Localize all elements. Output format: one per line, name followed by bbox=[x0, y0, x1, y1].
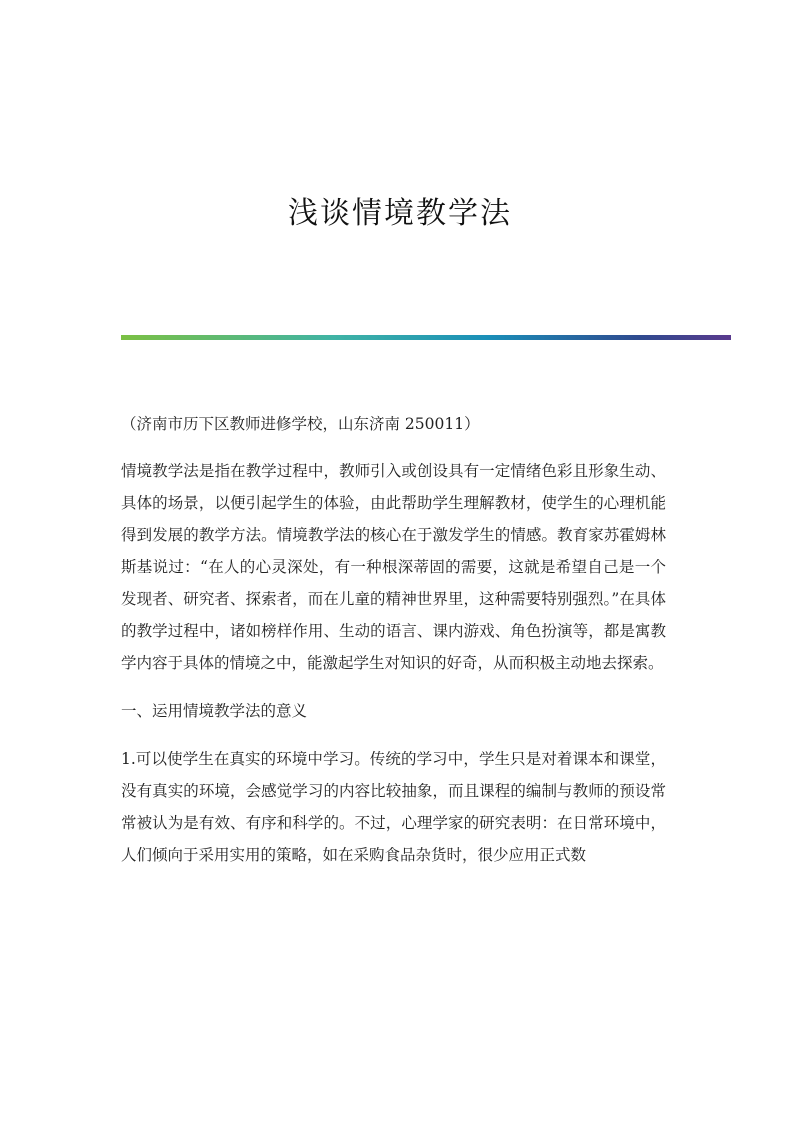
author-affiliation: （济南市历下区教师进修学校，山东济南 250011） bbox=[121, 415, 480, 433]
document-body bbox=[121, 408, 666, 887]
section-heading: 一、运用情境教学法的意义 bbox=[121, 702, 308, 720]
document-title: 浅谈情境教学法 bbox=[288, 196, 512, 231]
intro-paragraph: 情境教学法是指在教学过程中，教师引入或创设具有一定情绪色彩且形象生动、具体的场景，以便引起学生的体验，由此帮助学生理解教材，使学生的心理机能得到发展的教学方法。情境教学法的核心在于激发学生的情感。教育家苏霍姆林斯基说过：“在人的心灵深处，有一种根深蒂固的需要，这就是希望自己是一个发现者、研究者、探索者，而在儿童的精神世界里，这种需要特别强烈。”在具体的教学过程中，诸如榜样作用、生动的语言、课内游戏、角色扮演等，都是寓教学内容于具体的情境之中，能激起学生对知识的好奇，从而积极主动地去探索。 bbox=[121, 462, 666, 672]
point-1-paragraph: 1.可以使学生在真实的环境中学习。传统的学习中，学生只是对着课本和课堂，没有真实的环境，会感觉学习的内容比较抽象，而且课程的编制与教师的预设常常被认为是有效、有序和科学的。不过，心理学家的研究表明：在日常环境中，人们倾向于采用实用的策略，如在采购食品杂货时，很少应用正式数 bbox=[121, 750, 666, 864]
title-divider bbox=[121, 335, 731, 340]
